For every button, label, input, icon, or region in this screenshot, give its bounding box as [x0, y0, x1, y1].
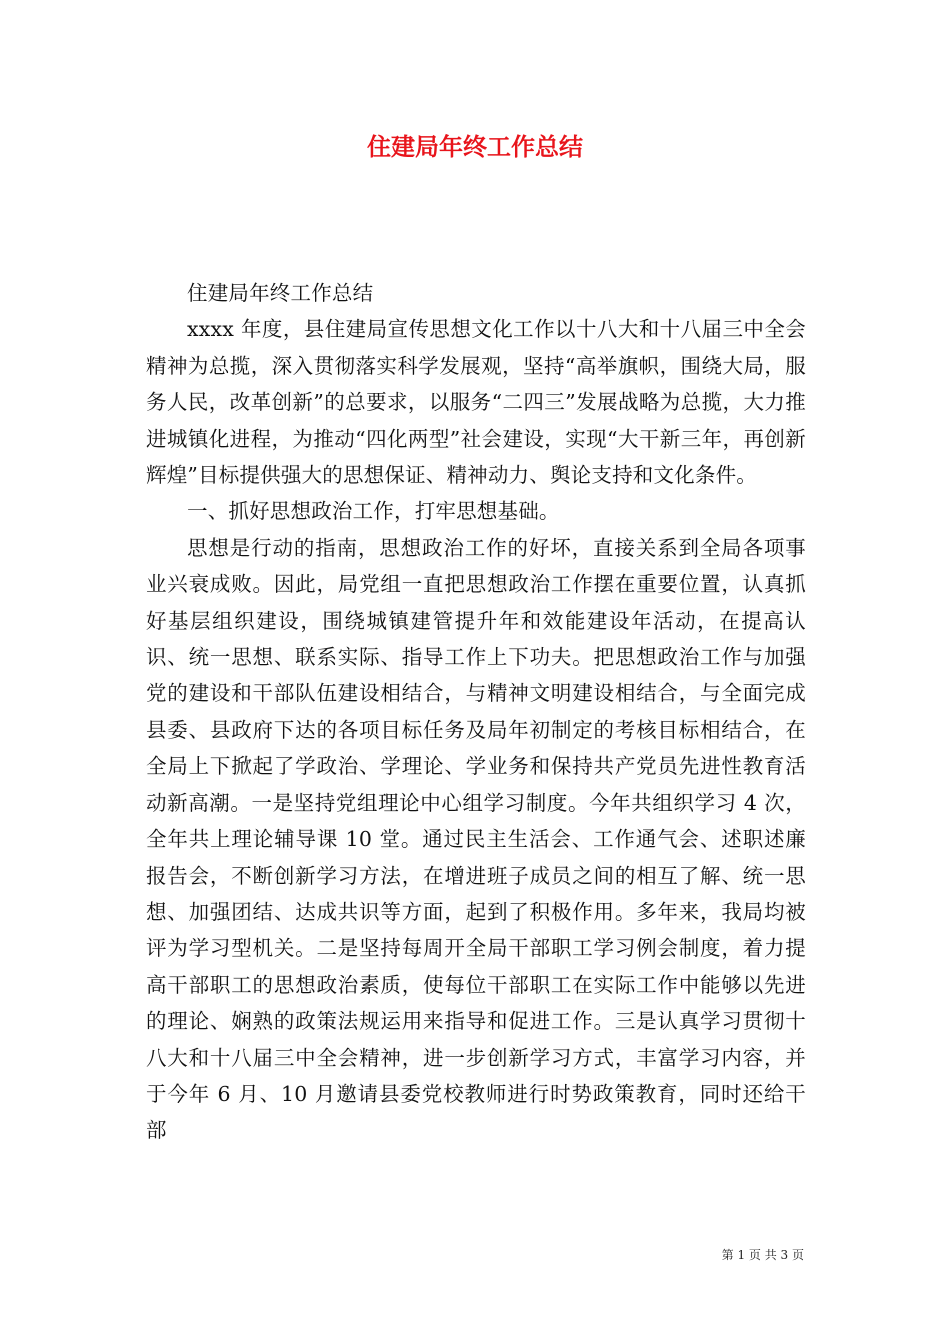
page-number: 第 1 页 共 3 页	[721, 1248, 804, 1262]
intro-paragraph: xxxx 年度，县住建局宣传思想文化工作以十八大和十八届三中全会精神为总揽，深入贯彻落实科学发展观，坚持“高举旗帜，围绕大局，服务人民，改革创新”的总要求，以服务“二四三”发展战略为总揽，大力推进城镇化进程，为推动“四化两型”社会建设，实现“大干新三年，再创新辉煌”目标提供强大的思想保证、精神动力、舆论支持和文化条件。	[146, 317, 806, 488]
document-body	[146, 275, 806, 1149]
section-heading: 一、抓好思想政治工作，打牢思想基础。	[187, 499, 560, 524]
subtitle-paragraph: 住建局年终工作总结	[187, 281, 374, 305]
document-title: 住建局年终工作总结	[367, 133, 583, 161]
body-paragraph: 思想是行动的指南，思想政治工作的好坏，直接关系到全局各项事业兴衰成败。因此，局党组一直把思想政治工作摆在重要位置，认真抓好基层组织建设，围绕城镇建管提升年和效能建设年活动，在提高认识、统一思想、联系实际、指导工作上下功夫。把思想政治工作与加强党的建设和干部队伍建设相结合，与精神文明建设相结合，与全面完成县委、县政府下达的各项目标任务及局年初制定的考核目标相结合，在全局上下掀起了学政治、学理论、学业务和保持共产党员先进性教育活动新高潮。一是坚持党组理论中心组学习制度。今年共组织学习 4 次，全年共上理论辅导课 10 堂。通过民主生活会、工作通气会、述职述廉报告会，不断创新学习方法，在增进班子成员之间的相互了解、统一思想、加强团结、达成共识等方面，起到了积极作用。多年来，我局均被评为学习型机关。二是坚持每周开全局干部职工学习例会制度，着力提高干部职工的思想政治素质，使每位干部职工在实际工作中能够以先进的理论、娴熟的政策法规运用来指导和促进工作。三是认真学习贯彻十八大和十八届三中全会精神，进一步创新学习方式，丰富学习内容，并于今年 6 月、10 月邀请县委党校教师进行时势政策教育，同时还给干部	[146, 535, 806, 1143]
